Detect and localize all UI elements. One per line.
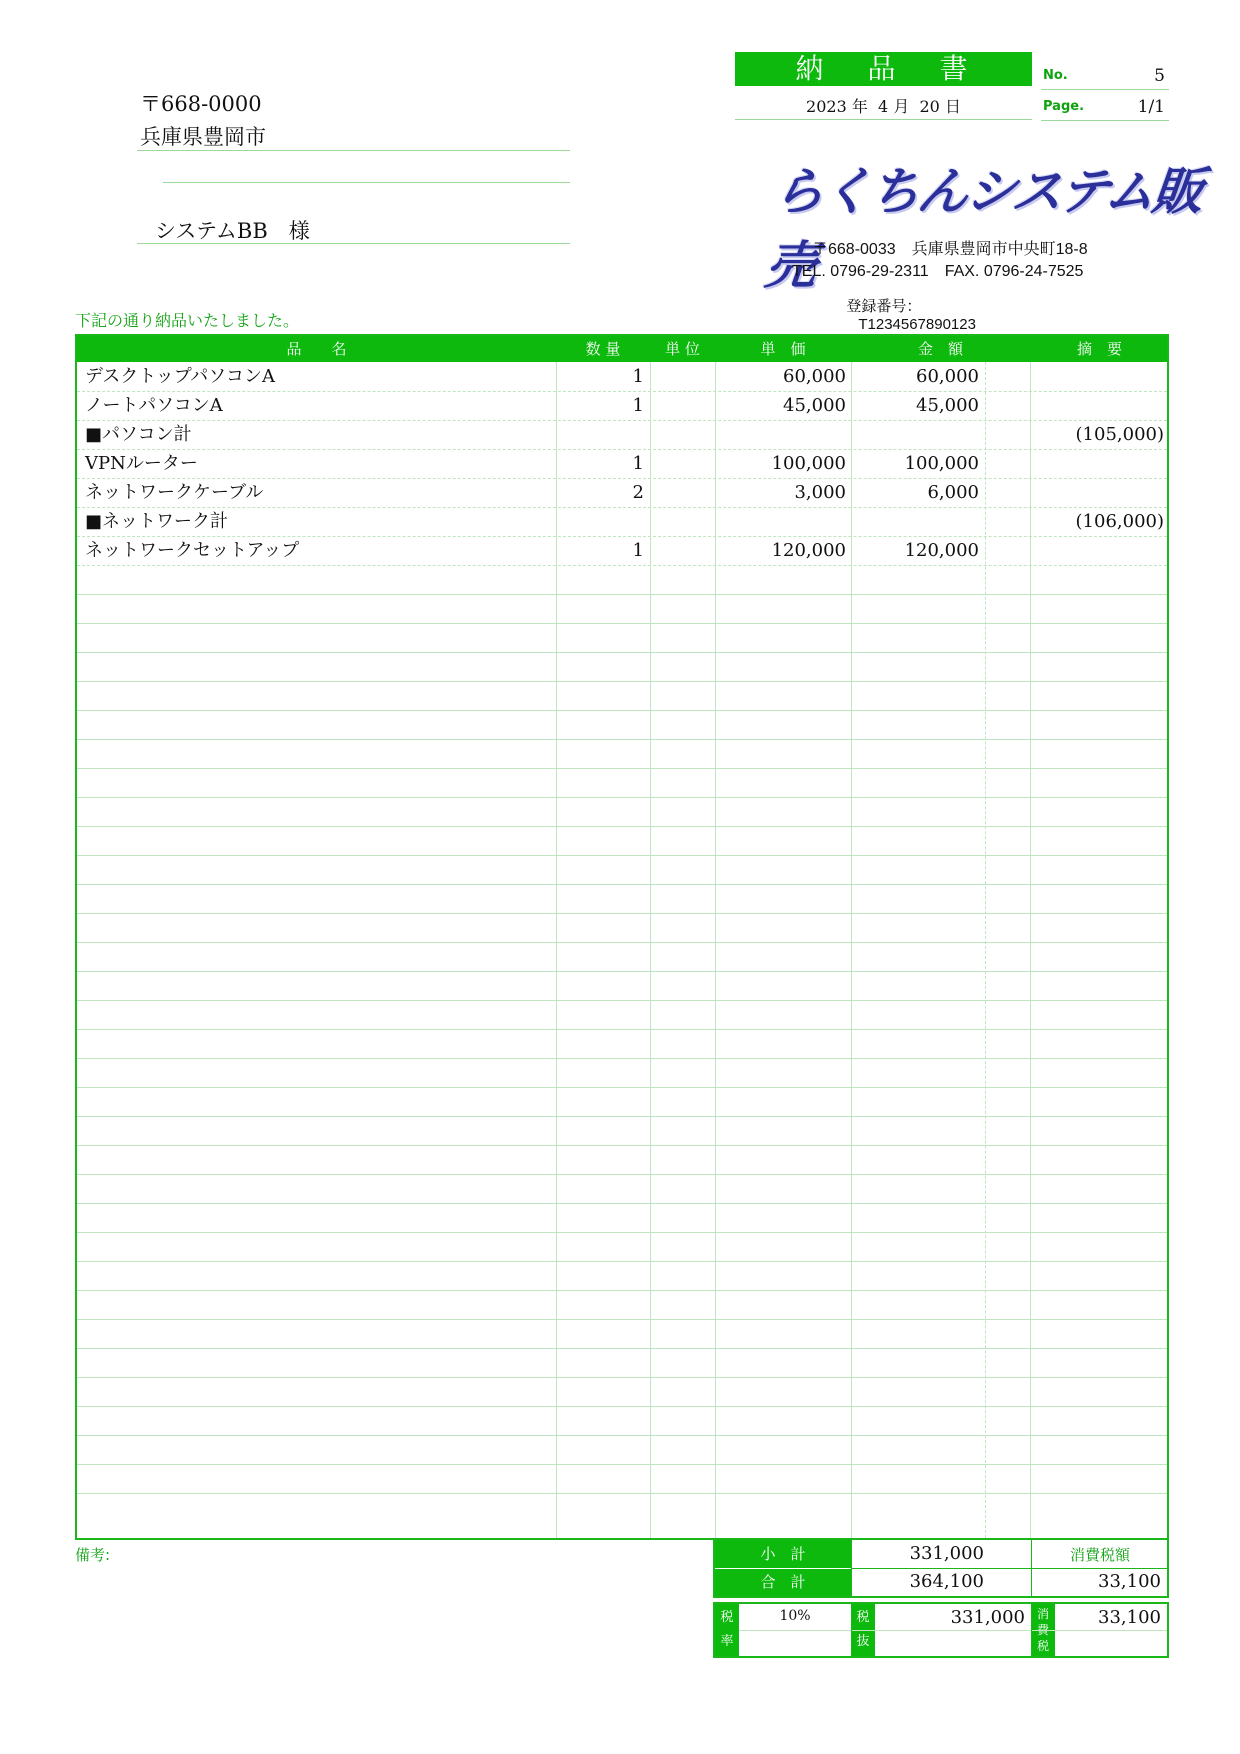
tax-breakdown-box [713,1602,1169,1658]
cell-name: VPNルーター [85,453,198,474]
total-value: 364,100 [909,1571,984,1592]
total-label: 合 計 [715,1569,851,1596]
company-logo: らくちんシステム販売 [762,163,1204,296]
row-divider [77,478,1167,479]
row-divider [77,420,1167,421]
date-day-label: 日 [944,97,961,116]
address-underline-1 [137,150,570,151]
cell-name: ノートパソコンA [85,395,223,416]
row-divider [77,1348,1167,1349]
date-month: 4 [878,97,889,116]
header-price: 単 価 [760,340,806,358]
tax-rate-label-1: 税 [720,1610,734,1625]
row-divider [77,1232,1167,1233]
row-divider [77,855,1167,856]
tax-vline-1 [851,1604,852,1656]
ctax-label-1: 消 [1036,1607,1049,1621]
company-address: 〒668-0033 兵庫県豊岡市中央町18-8 [812,241,1088,258]
ctax-label-2: 費 [1036,1623,1049,1637]
cell-qty: 1 [632,366,644,387]
ctax-label-3: 税 [1036,1639,1049,1653]
subtotal-label: 小 計 [715,1540,851,1568]
row-divider [77,1435,1167,1436]
recipient-address: 兵庫県豊岡市 [140,125,266,149]
row-divider [77,1145,1167,1146]
registration-label: 登録番号： [846,298,922,315]
row-divider [77,1174,1167,1175]
header-amount: 金 額 [917,340,963,358]
row-divider [77,1203,1167,1204]
cell-note: (106,000) [1075,511,1164,532]
row-divider [77,1377,1167,1378]
page-label: Page. [1043,99,1085,114]
registration-number: T1234567890123 [858,316,976,333]
document-title: 納品書 [735,52,1032,86]
row-divider [77,971,1167,972]
row-divider [77,1290,1167,1291]
cell-name: ネットワークセットアップ [85,540,300,561]
document-date [735,94,1032,117]
row-divider [77,594,1167,595]
tax-excl-label-1: 税 [856,1610,870,1625]
no-label: No. [1043,68,1068,83]
header-unit: 単 位 [665,340,700,358]
row-divider [77,1406,1167,1407]
totals-hline [851,1568,1167,1569]
row-divider [77,1000,1167,1001]
cell-note: (105,000) [1075,424,1164,445]
cell-qty: 1 [632,453,644,474]
tax-amount-value: 33,100 [1098,1571,1161,1592]
tax-rate-label-2: 率 [720,1634,734,1649]
items-table [75,334,1169,1540]
header-name: 品 名 [286,340,347,358]
row-divider [77,797,1167,798]
cell-qty: 1 [632,395,644,416]
column-divider [1030,362,1031,1538]
cell-name: ■パソコン計 [85,424,192,445]
row-divider [77,1058,1167,1059]
subtotal-value: 331,000 [909,1543,984,1564]
row-divider [77,449,1167,450]
row-divider [77,1319,1167,1320]
company-registration [838,278,976,333]
cell-amount: 100,000 [904,453,979,474]
cell-amount: 45,000 [916,395,979,416]
tax-excl-value: 331,000 [950,1607,1025,1628]
row-divider [77,826,1167,827]
row-divider [77,681,1167,682]
row-divider [77,1493,1167,1494]
column-divider [715,362,716,1538]
totals-box [713,1538,1169,1598]
row-divider [77,1261,1167,1262]
name-underline [137,243,570,244]
tax-rate-label [715,1604,739,1656]
cell-qty: 2 [632,482,644,503]
row-divider [77,942,1167,943]
tax-rate-value: 10% [779,1608,811,1624]
row-divider [77,1029,1167,1030]
date-day: 20 [919,97,940,116]
row-divider [77,1464,1167,1465]
totals-vline-1 [851,1540,852,1596]
row-divider [77,913,1167,914]
no-value: 5 [1154,66,1165,86]
cell-amount: 120,000 [904,540,979,561]
tax-vline-2 [1031,1604,1032,1656]
cell-price: 120,000 [771,540,846,561]
tax-excl-label-2: 抜 [856,1634,870,1649]
cell-price: 100,000 [771,453,846,474]
row-divider [77,1087,1167,1088]
cell-qty: 1 [632,540,644,561]
cell-price: 45,000 [783,395,846,416]
cell-price: 3,000 [794,482,846,503]
remarks-label: 備考: [75,1546,111,1564]
totals-vline-2 [1031,1540,1032,1596]
date-year-label: 年 [851,97,868,116]
row-divider [77,623,1167,624]
row-divider [77,652,1167,653]
tax-hline [739,1630,1167,1631]
row-divider [77,768,1167,769]
column-divider [556,362,557,1538]
cell-amount: 60,000 [916,366,979,387]
date-month-label: 月 [893,97,910,116]
header-note: 摘 要 [1076,340,1122,358]
recipient-postal: 〒668-0000 [140,92,262,116]
row-divider [77,507,1167,508]
no-underline [1041,89,1169,90]
row-divider [77,391,1167,392]
cell-name: ■ネットワーク計 [85,511,229,532]
row-divider [77,739,1167,740]
page-value: 1/1 [1137,97,1165,117]
cell-name: デスクトップパソコンA [85,366,275,387]
recipient-name: システムBB 様 [155,219,310,243]
address-underline-2 [163,182,570,183]
cell-name: ネットワークケーブル [85,482,264,503]
column-divider [650,362,651,1538]
date-year: 2023 [806,97,847,116]
tax-amount-label: 消費税額 [1069,1546,1130,1564]
row-divider [77,1116,1167,1117]
row-divider [77,710,1167,711]
cell-amount: 6,000 [927,482,979,503]
page-underline [1041,120,1169,121]
row-divider [77,565,1167,566]
column-divider [851,362,852,1538]
date-underline [735,119,1032,120]
column-divider [985,362,986,1538]
header-qty: 数 量 [585,340,621,358]
cell-price: 60,000 [783,366,846,387]
row-divider [77,536,1167,537]
row-divider [77,884,1167,885]
company-tel-fax: TEL. 0796-29-2311 FAX. 0796-24-7525 [792,263,1084,280]
ctax-value: 33,100 [1098,1607,1161,1628]
intro-text: 下記の通り納品いたしました。 [75,311,300,330]
